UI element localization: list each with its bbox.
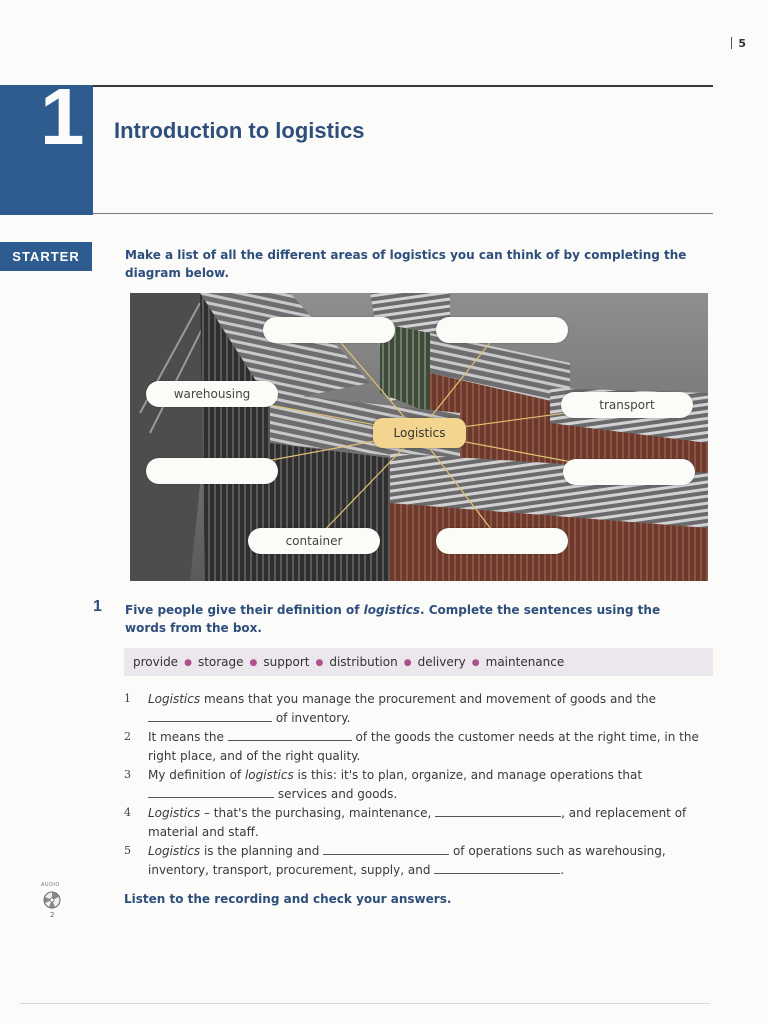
diagram-center-logistics: Logistics	[373, 418, 466, 448]
answer-blank[interactable]	[434, 861, 560, 874]
answer-blank[interactable]	[228, 728, 352, 741]
sentence-text: – that's the purchasing, maintenance,	[200, 806, 436, 820]
separator-dot: ●	[249, 658, 258, 668]
starter-label: STARTER	[0, 242, 92, 271]
sentence-number: 1	[124, 692, 131, 705]
sentence-em: Logistics	[148, 806, 201, 820]
sentence-number: 2	[124, 730, 131, 743]
sentence-3	[124, 766, 714, 803]
sentence-4	[124, 804, 714, 841]
separator-dot: ●	[315, 658, 324, 668]
unit-title: Introduction to logistics	[114, 118, 365, 143]
audio-track-number: 2	[50, 911, 55, 919]
word-delivery: delivery	[417, 655, 466, 669]
sentence-list	[124, 690, 714, 880]
sentence-text: , and replacement of material and staff.	[148, 806, 687, 839]
diagram-node-container: container	[248, 528, 380, 554]
title-rule-top	[93, 85, 713, 87]
bottom-rule	[20, 1003, 710, 1004]
answer-blank[interactable]	[148, 709, 272, 722]
diagram-node-8[interactable]	[436, 528, 568, 554]
separator-dot: ●	[471, 658, 480, 668]
sentence-text: means that you manage the procurement and movement of goods and the	[200, 692, 657, 706]
starter-instruction: Make a list of all the different areas of logistics you can think of by completing the diagram below.	[125, 248, 687, 280]
sentence-number: 4	[124, 806, 131, 819]
audio-label: AUDIO	[41, 882, 60, 888]
word-support: support	[263, 655, 310, 669]
sentence-em: Logistics	[148, 844, 201, 858]
word-storage: storage	[197, 655, 244, 669]
unit-number: 1	[40, 72, 85, 161]
answer-blank[interactable]	[435, 804, 561, 817]
word-maintenance: maintenance	[485, 655, 565, 669]
audio-cd-icon[interactable]	[43, 891, 61, 909]
sentence-em: logistics	[244, 768, 294, 782]
sentence-number: 5	[124, 844, 131, 857]
diagram-node-transport: transport	[561, 392, 693, 418]
page-number: 5	[731, 37, 746, 50]
diagram-photo	[130, 293, 708, 581]
sentence-text: of operations such as warehousing, inventory, transport, procurement, supply, and	[148, 844, 666, 877]
separator-dot: ●	[184, 658, 192, 668]
sentence-text: My definition of	[148, 768, 245, 782]
diagram-node-5[interactable]	[146, 458, 278, 484]
sentence-text: .	[560, 862, 565, 877]
answer-blank[interactable]	[148, 785, 274, 798]
sentence-text: is this: it's to plan, organize, and manage operations that	[293, 768, 643, 782]
sentence-text: services and goods.	[274, 786, 398, 801]
diagram-node-2[interactable]	[436, 317, 568, 343]
answer-blank[interactable]	[323, 842, 449, 855]
diagram-node-1[interactable]	[263, 317, 395, 343]
word-provide: provide	[133, 655, 179, 669]
sentence-2	[124, 728, 714, 765]
sentence-text: of inventory.	[272, 710, 351, 725]
exercise-instruction: Five people give their definition of logistics. Complete the sentences using the words from the box.	[125, 603, 661, 635]
exercise-number: 1	[93, 598, 102, 615]
sentence-text: It means the	[148, 730, 228, 744]
sentence-text: is the planning and	[200, 844, 324, 858]
word-distribution: distribution	[329, 655, 398, 669]
listen-instruction: Listen to the recording and check your answers.	[124, 892, 452, 906]
title-rule-bottom	[93, 213, 713, 214]
sentence-1	[124, 690, 714, 727]
sentence-em: Logistics	[148, 692, 201, 706]
word-box	[124, 648, 713, 676]
sentence-text: of the goods the customer needs at the right time, in the right place, and of the right quality.	[148, 730, 699, 763]
diagram-node-6[interactable]	[563, 459, 695, 485]
separator-dot: ●	[403, 658, 412, 668]
sentence-number: 3	[124, 768, 131, 781]
diagram-node-warehousing: warehousing	[146, 381, 278, 407]
sentence-5	[124, 842, 714, 879]
